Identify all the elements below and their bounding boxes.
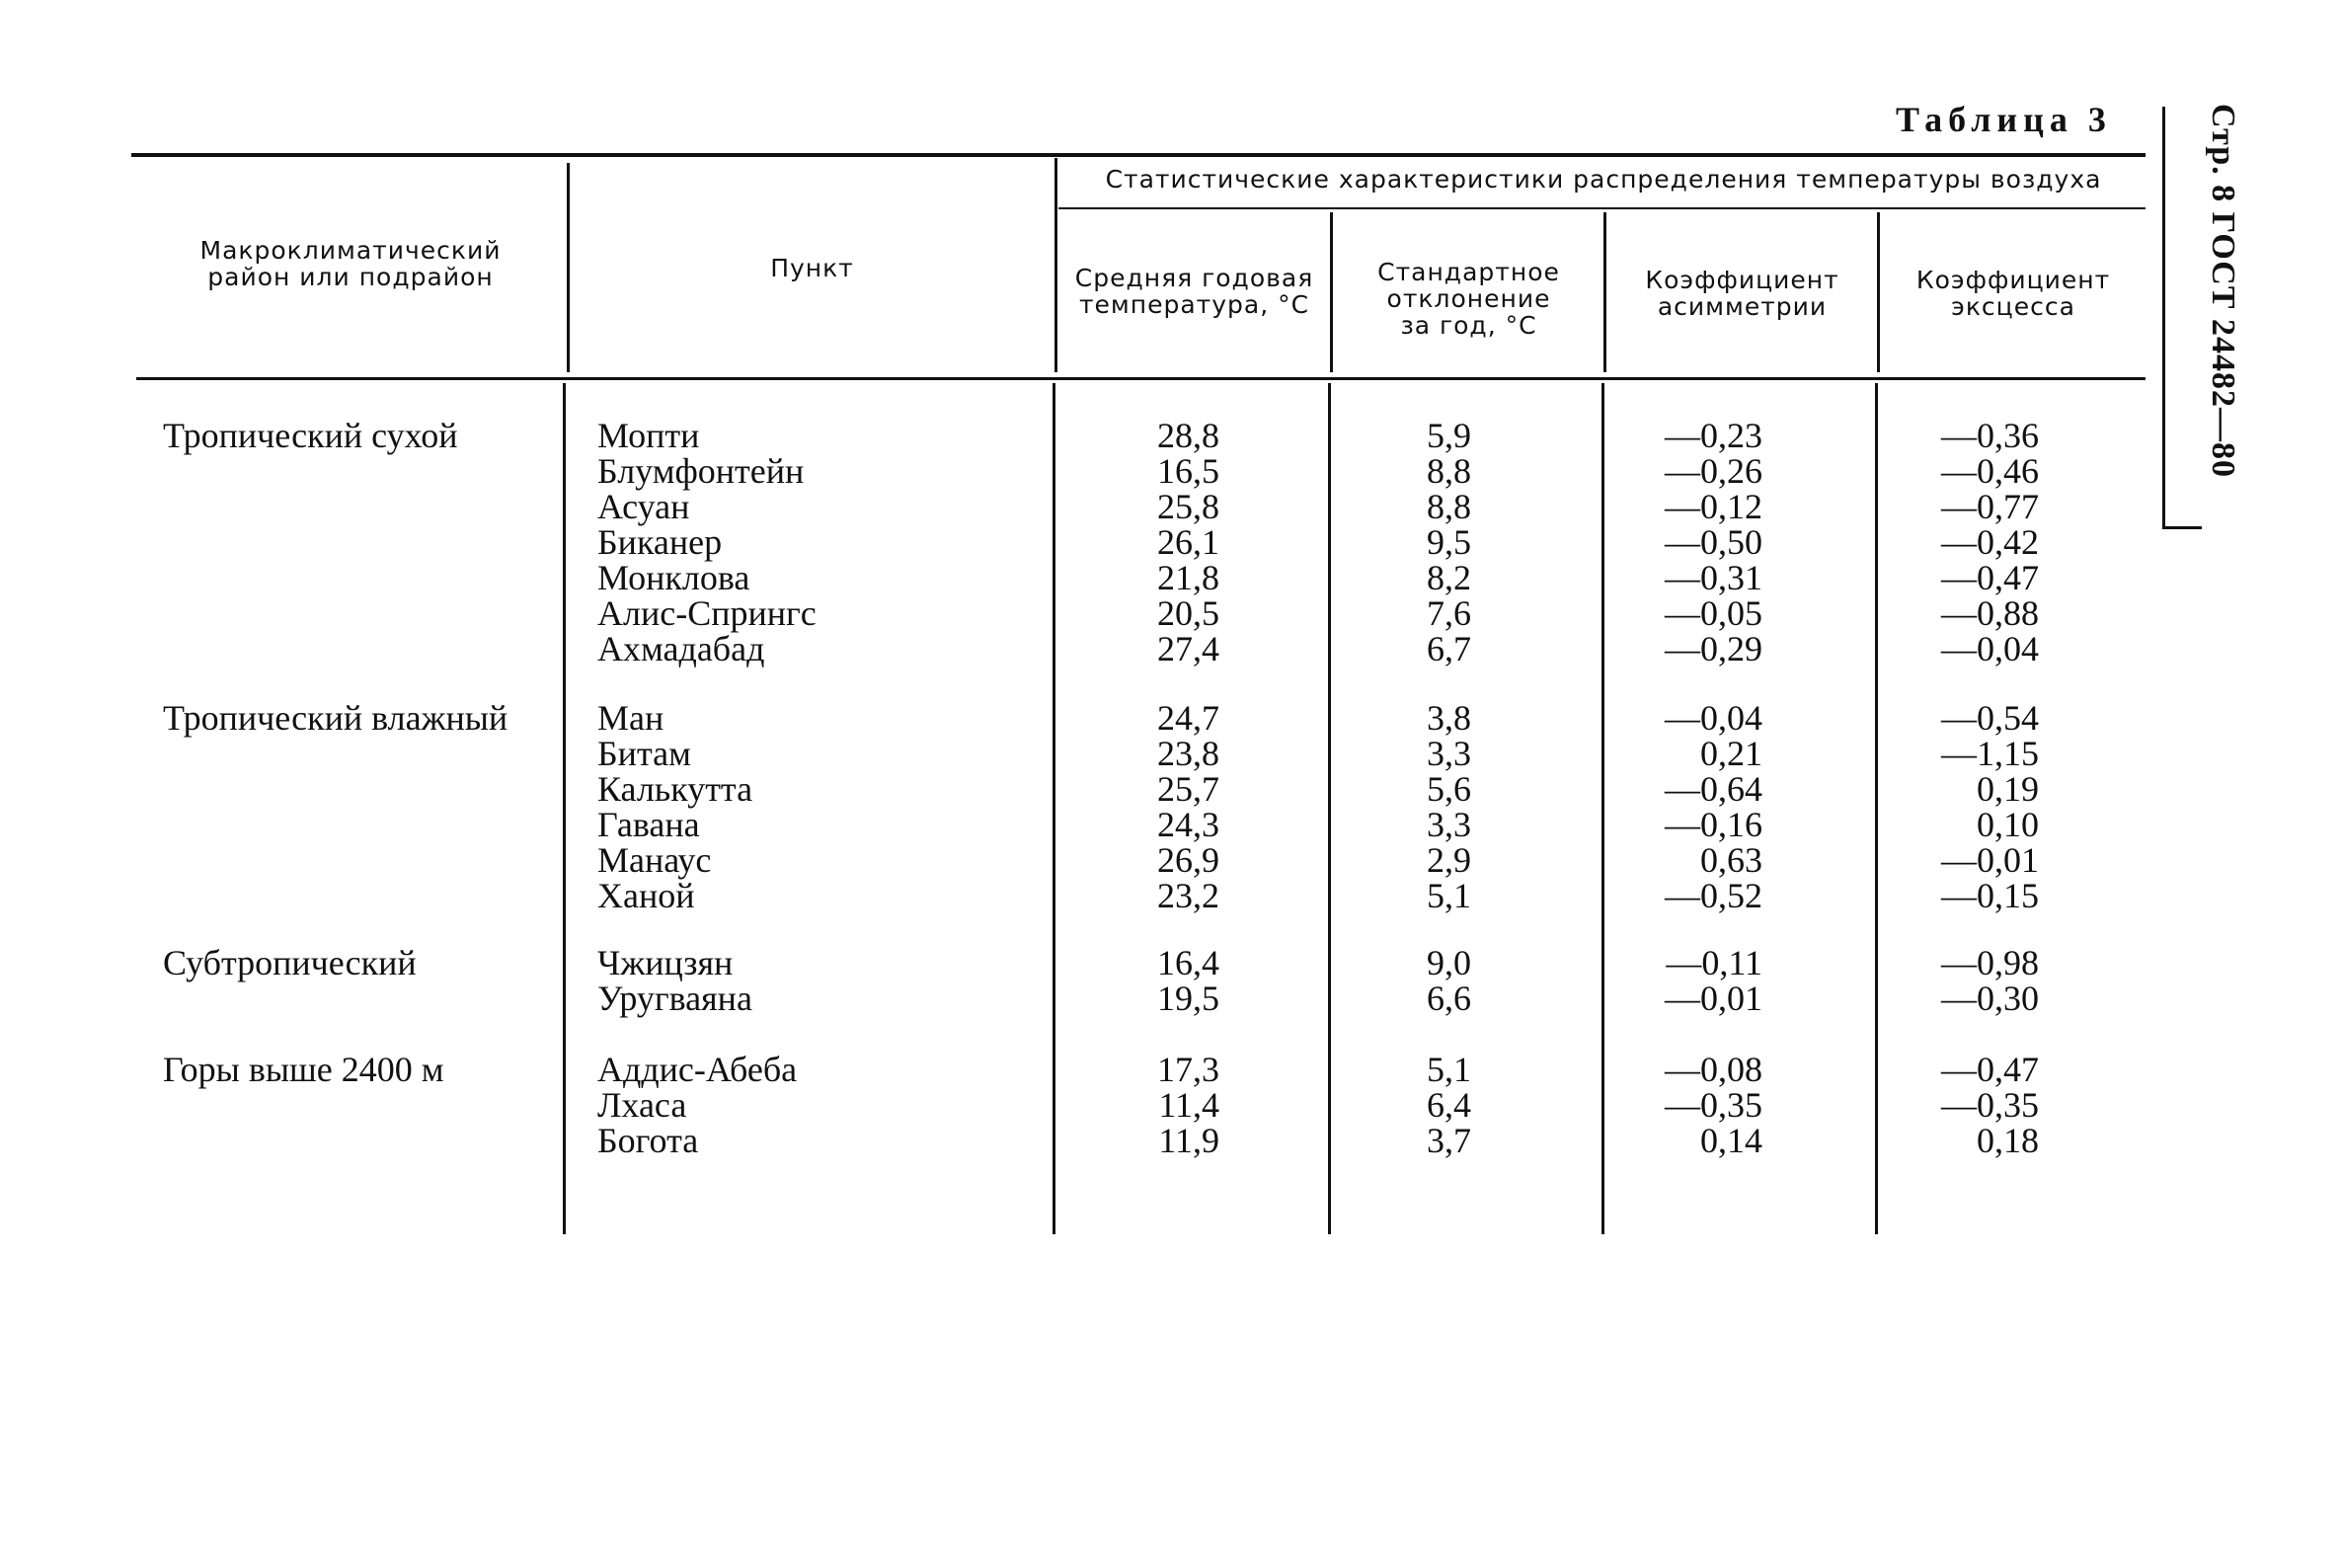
mean-temperature-value: 24,3 bbox=[1157, 805, 1219, 844]
region-name: Субтропический bbox=[163, 943, 417, 982]
std-deviation-value: 5,9 bbox=[1427, 416, 1471, 455]
kurtosis-value: —0,30 bbox=[1941, 979, 2039, 1018]
place-name: Гавана bbox=[597, 805, 700, 844]
mean-temperature-value: 28,8 bbox=[1157, 416, 1219, 455]
std-deviation-value: 3,3 bbox=[1427, 734, 1471, 773]
std-deviation-value: 6,6 bbox=[1427, 979, 1471, 1018]
skewness-value: —0,23 bbox=[1665, 416, 1762, 455]
skewness-value: —0,35 bbox=[1665, 1085, 1762, 1125]
kurtosis-value: —0,77 bbox=[1941, 487, 2039, 526]
mean-temperature-value: 11,9 bbox=[1158, 1121, 1219, 1160]
region-name: Тропический сухой bbox=[163, 416, 458, 455]
mean-temperature-value: 11,4 bbox=[1158, 1085, 1219, 1125]
place-name: Ман bbox=[597, 698, 664, 738]
mean-temperature-value: 25,8 bbox=[1157, 487, 1219, 526]
header-group: Статистические характеристики распределения температуры воздуха bbox=[1105, 165, 2102, 194]
mean-temperature-value: 17,3 bbox=[1157, 1050, 1219, 1089]
table-caption: Таблица 3 bbox=[1896, 100, 2112, 139]
header-skew-line: Коэффициент bbox=[1645, 266, 1839, 294]
place-name: Мопти bbox=[597, 416, 700, 455]
skewness-value: —0,31 bbox=[1665, 558, 1762, 597]
mean-temperature-value: 23,8 bbox=[1157, 734, 1219, 773]
place-name: Блумфонтейн bbox=[597, 451, 805, 491]
std-deviation-value: 9,5 bbox=[1427, 522, 1471, 562]
kurtosis-value: —0,01 bbox=[1941, 840, 2039, 880]
place-name: Богота bbox=[597, 1121, 699, 1160]
region-name: Тропический влажный bbox=[163, 698, 508, 738]
header-std-line: за год, °С bbox=[1400, 311, 1537, 340]
mean-temperature-value: 24,7 bbox=[1157, 698, 1219, 738]
header-skew bbox=[1606, 267, 1878, 320]
mean-temperature-value: 19,5 bbox=[1157, 979, 1219, 1018]
side-reference-bracket bbox=[2162, 107, 2165, 529]
skewness-value: —0,08 bbox=[1665, 1050, 1762, 1089]
kurtosis-value: —0,15 bbox=[1941, 876, 2039, 915]
place-name: Биканер bbox=[597, 522, 723, 562]
skewness-value: —0,26 bbox=[1665, 451, 1762, 491]
column-divider bbox=[563, 383, 566, 1234]
std-deviation-value: 8,8 bbox=[1427, 451, 1471, 491]
std-deviation-value: 8,2 bbox=[1427, 558, 1471, 597]
skewness-value: —0,11 bbox=[1666, 943, 1762, 982]
header-std bbox=[1333, 259, 1604, 339]
kurtosis-value: —1,15 bbox=[1941, 734, 2039, 773]
place-name: Ахмадабад bbox=[597, 629, 765, 668]
skewness-value: 0,63 bbox=[1700, 840, 1762, 880]
skewness-value: —0,29 bbox=[1665, 629, 1762, 668]
kurtosis-value: —0,88 bbox=[1941, 593, 2039, 633]
header-kurt-line: Коэффициент bbox=[1915, 266, 2111, 294]
std-deviation-value: 5,6 bbox=[1427, 769, 1471, 809]
place-name: Асуан bbox=[597, 487, 690, 526]
place-name: Аддис-Абеба bbox=[597, 1050, 798, 1089]
column-divider bbox=[1054, 158, 1057, 372]
mean-temperature-value: 20,5 bbox=[1157, 593, 1219, 633]
skewness-value: —0,16 bbox=[1665, 805, 1762, 844]
mean-temperature-value: 16,5 bbox=[1157, 451, 1219, 491]
std-deviation-value: 8,8 bbox=[1427, 487, 1471, 526]
kurtosis-value: 0,10 bbox=[1977, 805, 2039, 844]
top-rule bbox=[131, 153, 2146, 157]
kurtosis-value: 0,19 bbox=[1977, 769, 2039, 809]
kurtosis-value: —0,35 bbox=[1941, 1085, 2039, 1125]
mean-temperature-value: 26,9 bbox=[1157, 840, 1219, 880]
skewness-value: —0,01 bbox=[1665, 979, 1762, 1018]
kurtosis-value: —0,47 bbox=[1941, 1050, 2039, 1089]
page-reference: Стр. 8 ГОСТ 24482—80 bbox=[2205, 104, 2241, 479]
kurtosis-value: —0,98 bbox=[1941, 943, 2039, 982]
std-deviation-value: 2,9 bbox=[1427, 840, 1471, 880]
header-kurt bbox=[1880, 267, 2147, 320]
std-deviation-value: 9,0 bbox=[1427, 943, 1471, 982]
group-header-rule bbox=[1058, 207, 2146, 209]
place-name: Ханой bbox=[597, 876, 695, 915]
kurtosis-value: —0,42 bbox=[1941, 522, 2039, 562]
kurtosis-value: —0,54 bbox=[1941, 698, 2039, 738]
column-divider bbox=[567, 163, 570, 372]
kurtosis-value: —0,04 bbox=[1941, 629, 2039, 668]
skewness-value: 0,14 bbox=[1700, 1121, 1762, 1160]
place-name: Чжицзян bbox=[597, 943, 734, 982]
header-std-line: отклонение bbox=[1386, 284, 1551, 313]
header-std-line: Стандартное bbox=[1377, 258, 1560, 286]
std-deviation-value: 3,8 bbox=[1427, 698, 1471, 738]
place-name: Манаус bbox=[597, 840, 712, 880]
place-name: Монклова bbox=[597, 558, 750, 597]
header-region-line: Макроклиматический bbox=[199, 236, 502, 265]
region-name: Горы выше 2400 м bbox=[163, 1050, 444, 1089]
header-place: Пункт bbox=[770, 254, 854, 282]
std-deviation-value: 7,6 bbox=[1427, 593, 1471, 633]
std-deviation-value: 6,7 bbox=[1427, 629, 1471, 668]
mean-temperature-value: 16,4 bbox=[1157, 943, 1219, 982]
header-bottom-rule bbox=[136, 377, 2146, 380]
place-name: Уругваяна bbox=[597, 979, 752, 1018]
kurtosis-value: —0,46 bbox=[1941, 451, 2039, 491]
mean-temperature-value: 25,7 bbox=[1157, 769, 1219, 809]
skewness-value: —0,64 bbox=[1665, 769, 1762, 809]
std-deviation-value: 6,4 bbox=[1427, 1085, 1471, 1125]
mean-temperature-value: 27,4 bbox=[1157, 629, 1219, 668]
place-name: Калькутта bbox=[597, 769, 753, 809]
kurtosis-value: 0,18 bbox=[1977, 1121, 2039, 1160]
mean-temperature-value: 26,1 bbox=[1157, 522, 1219, 562]
header-kurt-line: эксцесса bbox=[1951, 292, 2075, 321]
std-deviation-value: 3,7 bbox=[1427, 1121, 1471, 1160]
std-deviation-value: 3,3 bbox=[1427, 805, 1471, 844]
place-name: Алис-Спрингс bbox=[597, 593, 817, 633]
header-skew-line: асимметрии bbox=[1657, 292, 1828, 321]
mean-temperature-value: 23,2 bbox=[1157, 876, 1219, 915]
header-region-line: район или подрайон bbox=[207, 263, 494, 291]
header-region bbox=[148, 237, 553, 290]
skewness-value: —0,50 bbox=[1665, 522, 1762, 562]
kurtosis-value: —0,47 bbox=[1941, 558, 2039, 597]
skewness-value: —0,12 bbox=[1665, 487, 1762, 526]
skewness-value: —0,04 bbox=[1665, 698, 1762, 738]
skewness-value: —0,52 bbox=[1665, 876, 1762, 915]
std-deviation-value: 5,1 bbox=[1427, 1050, 1471, 1089]
place-name: Битам bbox=[597, 734, 691, 773]
skewness-value: 0,21 bbox=[1700, 734, 1762, 773]
header-mean bbox=[1058, 265, 1330, 318]
side-reference-bracket-tick bbox=[2162, 526, 2202, 529]
kurtosis-value: —0,36 bbox=[1941, 416, 2039, 455]
mean-temperature-value: 21,8 bbox=[1157, 558, 1219, 597]
header-mean-line: Средняя годовая bbox=[1074, 264, 1314, 292]
header-mean-line: температура, °С bbox=[1078, 290, 1310, 319]
std-deviation-value: 5,1 bbox=[1427, 876, 1471, 915]
skewness-value: —0,05 bbox=[1665, 593, 1762, 633]
place-name: Лхаса bbox=[597, 1085, 687, 1125]
